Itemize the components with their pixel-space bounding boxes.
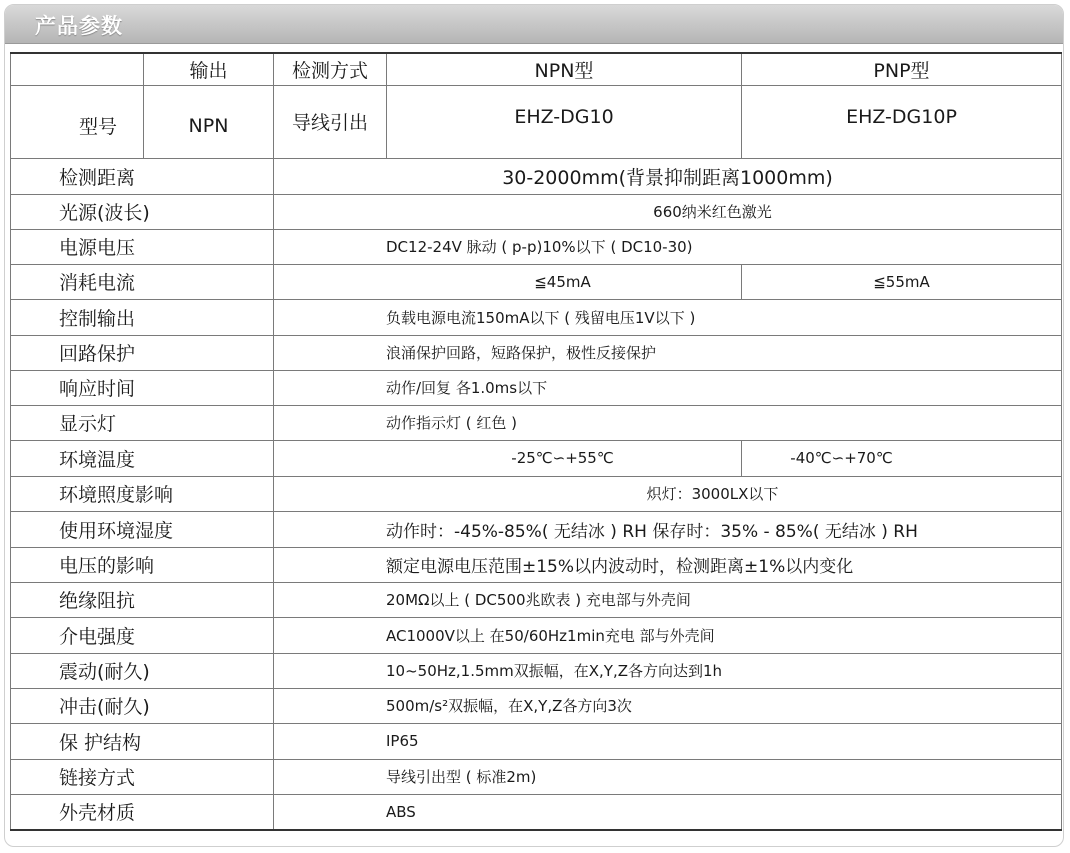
col-npn-type: NPN型 — [387, 53, 742, 85]
model-label: 型号 — [11, 85, 144, 158]
row-value: 炽灯：3000LX以下 — [274, 476, 1062, 511]
col-output: 输出 — [144, 53, 274, 85]
row-label: 保 护结构 — [11, 723, 274, 759]
spec-rows — [11, 158, 1062, 830]
model-npn: EHZ-DG10 — [387, 85, 742, 158]
row-value: 30-2000mm(背景抑制距离1000mm) — [274, 158, 1062, 194]
row-value: 20MΩ以上 ( DC500兆欧表 ) 充电部与外壳间 — [274, 582, 1062, 617]
table-row — [11, 299, 1062, 335]
row-value: 660纳米红色激光 — [274, 194, 1062, 229]
table-row — [11, 158, 1062, 194]
table-row — [11, 511, 1062, 547]
row-value-pnp: -40℃∽+70℃ — [742, 440, 1062, 476]
table-row — [11, 229, 1062, 264]
table-row — [11, 582, 1062, 617]
row-value: DC12-24V 脉动 ( p-p)10%以下 ( DC10-30) — [274, 229, 1062, 264]
row-label: 链接方式 — [11, 759, 274, 794]
row-label: 使用环境湿度 — [11, 511, 274, 547]
row-value: 导线引出型 ( 标准2m) — [274, 759, 1062, 794]
panel-title: 产品参数 — [35, 14, 123, 38]
table-row — [11, 440, 1062, 476]
table-row — [11, 547, 1062, 582]
table-row — [11, 617, 1062, 653]
row-label: 消耗电流 — [11, 264, 274, 299]
model-pnp: EHZ-DG10P — [742, 85, 1062, 158]
spec-panel — [4, 4, 1064, 847]
table-row — [11, 194, 1062, 229]
row-label: 响应时间 — [11, 370, 274, 405]
row-value: 动作/回复 各1.0ms以下 — [274, 370, 1062, 405]
spec-table — [10, 52, 1062, 831]
row-label: 回路保护 — [11, 335, 274, 370]
row-label: 冲击(耐久) — [11, 688, 274, 723]
row-label: 显示灯 — [11, 405, 274, 440]
row-value: AC1000V以上 在50/60Hz1min充电 部与外壳间 — [274, 617, 1062, 653]
npn-label: NPN — [144, 85, 274, 158]
table-row — [11, 335, 1062, 370]
row-value-npn: -25℃∽+55℃ — [274, 440, 742, 476]
row-value: IP65 — [274, 723, 1062, 759]
table-row — [11, 476, 1062, 511]
row-value: 负载电源电流150mA以下 ( 残留电压1V以下 ) — [274, 299, 1062, 335]
row-value: 动作指示灯 ( 红色 ) — [274, 405, 1062, 440]
row-value-npn: ≦45mA — [274, 264, 742, 299]
row-value: ABS — [274, 794, 1062, 830]
table-row — [11, 723, 1062, 759]
col-detect-method: 检测方式 — [274, 53, 387, 85]
wire-label: 导线引出 — [274, 85, 387, 158]
row-label: 电源电压 — [11, 229, 274, 264]
row-value: 10~50Hz,1.5mm双振幅，在X,Y,Z各方向达到1h — [274, 653, 1062, 688]
table-row — [11, 405, 1062, 440]
row-label: 环境照度影响 — [11, 476, 274, 511]
panel-header — [5, 5, 1063, 44]
row-label: 绝缘阻抗 — [11, 582, 274, 617]
row-value: 500m/s²双振幅，在X,Y,Z各方向3次 — [274, 688, 1062, 723]
col-pnp-type: PNP型 — [742, 53, 1062, 85]
table-row — [11, 653, 1062, 688]
row-value: 浪涌保护回路，短路保护，极性反接保护 — [274, 335, 1062, 370]
table-row — [11, 759, 1062, 794]
row-label: 电压的影响 — [11, 547, 274, 582]
table-row — [11, 688, 1062, 723]
table-row — [11, 370, 1062, 405]
row-value: 额定电源电压范围±15%以内波动时，检测距离±1%以内变化 — [274, 547, 1062, 582]
row-label: 检测距离 — [11, 158, 274, 194]
table-row — [11, 264, 1062, 299]
corner-cell — [11, 53, 144, 85]
row-value-pnp: ≦55mA — [742, 264, 1062, 299]
row-label: 环境温度 — [11, 440, 274, 476]
table-row — [11, 794, 1062, 830]
row-value: 动作时：-45%-85%( 无结冰 ) RH 保存时：35% - 85%( 无结冰 ) RH — [274, 511, 1062, 547]
row-label: 震动(耐久) — [11, 653, 274, 688]
row-label: 外壳材质 — [11, 794, 274, 830]
row-label: 介电强度 — [11, 617, 274, 653]
row-label: 光源(波长) — [11, 194, 274, 229]
row-label: 控制输出 — [11, 299, 274, 335]
